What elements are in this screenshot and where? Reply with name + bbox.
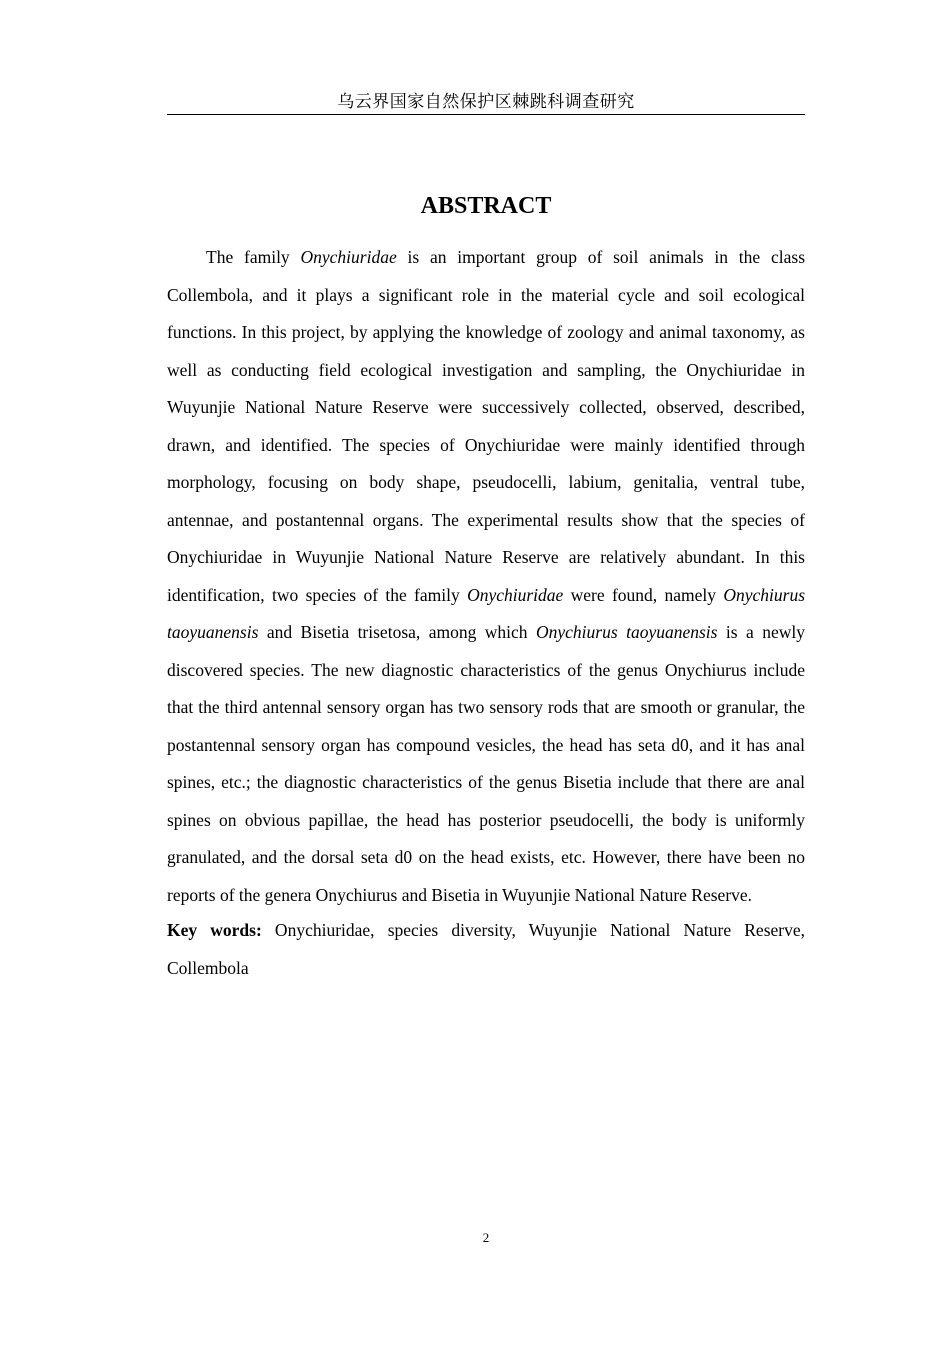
- keywords-list: Onychiuridae, species diversity, Wuyunjie National Nature Reserve, Collembola: [167, 920, 805, 978]
- abstract-text-run: is a newly discovered species. The new diagnostic characteristics of the genus Onychiurus include that the third antennal sensory organ has two sensory rods that are smooth or granular, the postantennal sensory organ has compound vesicles, the head has seta d0, and it has anal spines, etc.; the diagnostic characteristics of the genus Bisetia include that there are anal spines on obvious papillae, the head has posterior pseudocelli, the body is uniformly granulated, and the dorsal seta d0 on the head exists, etc. However, there have been no reports of the genera Onychiurus and Bisetia in Wuyunjie National Nature Reserve.: [167, 622, 805, 905]
- abstract-text-run: were found, namely: [563, 584, 724, 605]
- taxon-name: Onychiurus taoyuanensis: [167, 584, 805, 642]
- taxon-name: Onychiuridae: [467, 584, 564, 605]
- abstract-paragraph: [167, 239, 805, 914]
- abstract-text-run: The family: [206, 247, 301, 267]
- running-header: 乌云界国家自然保护区棘跳科调查研究: [337, 92, 635, 112]
- keywords-paragraph: [167, 912, 805, 987]
- header-rule: [167, 114, 805, 115]
- abstract-heading: ABSTRACT: [420, 193, 552, 219]
- abstract-body: [167, 239, 805, 987]
- abstract-text-run: and Bisetia trisetosa, among which: [258, 622, 536, 642]
- keywords-label: Key words:: [167, 920, 262, 940]
- abstract-text-run: is an important group of soil animals in the class Collembola, and it plays a significant role in the material cycle and soil ecological functions. In this project, by applying the knowledge of zoology and animal taxonomy, as well as conducting field ecological investigation and sampling, the Onychiuridae in Wuyunjie National Nature Reserve were successively collected, observed, described, drawn, and identified. The species of Onychiuridae were mainly identified through morphology, focusing on body shape, pseudocelli, labium, genitalia, ventral tube, antennae, and postantennal organs. The experimental results show that the species of Onychiuridae in Wuyunjie National Nature Reserve are relatively abundant. In this identification, two species of the family: [167, 247, 805, 605]
- page-number: 2: [482, 1230, 490, 1245]
- taxon-name: Onychiurus taoyuanensis: [535, 622, 718, 642]
- taxon-name: Onychiuridae: [300, 247, 397, 267]
